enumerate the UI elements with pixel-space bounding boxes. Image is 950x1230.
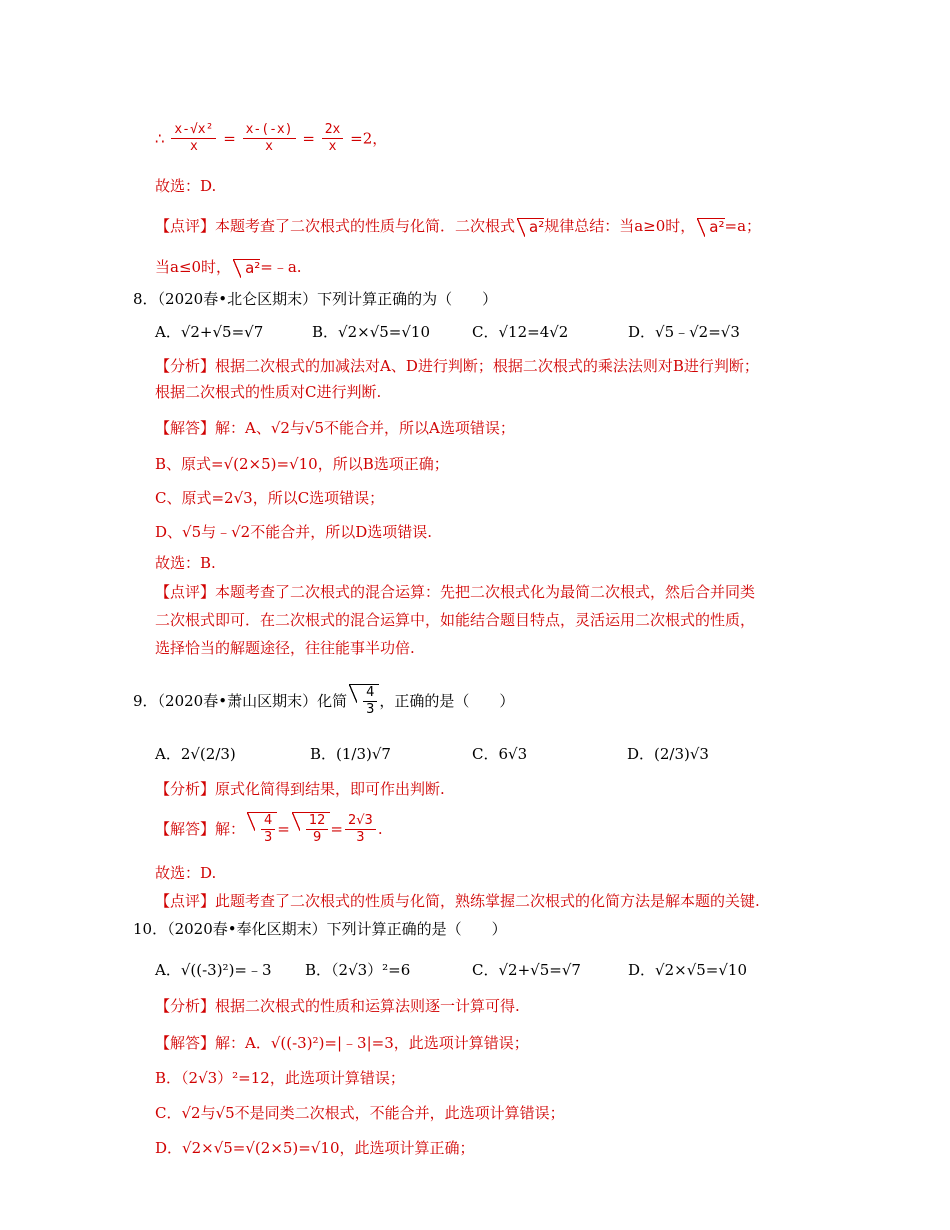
fraction: $\frac{x-(-x)}{x}$ — [243, 122, 296, 155]
question-9-options — [155, 744, 709, 764]
review-line: 选择恰当的解题途径，往往能事半功倍. — [155, 639, 415, 657]
option-b: B．√2×√5=√10 — [312, 323, 431, 341]
answer-choice: 故选：D. — [155, 864, 217, 882]
option-c: C．√2+√5=√7 — [472, 961, 581, 979]
analysis-line: 根据二次根式的性质对C进行判断. — [155, 383, 382, 401]
question-9-stem: 9．（2020春•萧山区期末）化简 $\frac{4}{3}$ ，正确的是（ ） — [133, 685, 515, 717]
fraction-equation: ∴ $\frac{\text{x-√x²}}{x}$ = $\frac{x-(-x)}{x}$ = $\frac{2x}{x}$ =2， — [155, 122, 388, 154]
analysis-line: 【分析】根据二次根式的加减法对A、D进行判断；根据二次根式的乘法法则对B进行判断； — [155, 357, 759, 375]
option-a: A．√2+√5=√7 — [155, 323, 264, 341]
option-c: C．6√3 — [472, 745, 528, 763]
therefore-symbol: ∴ — [155, 129, 165, 148]
review-line: 【点评】此题考查了二次根式的性质与化简，熟练掌握二次根式的化简方法是解本题的关键. — [155, 892, 760, 910]
answer-choice: 故选：B. — [155, 554, 216, 572]
option-b: B．（2√3）²=6 — [305, 961, 411, 979]
fraction: $\frac{2x}{x}$ — [322, 122, 344, 155]
solution-line: 【解答】解：A、√2与√5不能合并，所以A选项错误； — [155, 419, 515, 437]
option-b: B．(1/3)√7 — [310, 745, 391, 763]
option-d: D．√2×√5=√10 — [628, 961, 748, 979]
question-8-options — [155, 322, 740, 342]
question-10-stem: 10．（2020春•奉化区期末）下列计算正确的是（ ） — [133, 920, 507, 938]
analysis-line: 【分析】原式化简得到结果，即可作出判断. — [155, 780, 445, 798]
solution-line: B、原式=√(2×5)=√10，所以B选项正确； — [155, 455, 449, 473]
option-a: A．√((-3)²)=﹣3 — [155, 961, 272, 979]
option-d: D．√5﹣√2=√3 — [628, 323, 740, 341]
solution-line: 【解答】解：A．√((-3)²)=|﹣3|=3，此选项计算错误； — [155, 1034, 529, 1052]
option-d: D．(2/3)√3 — [627, 745, 709, 763]
review-line: 二次根式即可．在二次根式的混合运算中，如能结合题目特点，灵活运用二次根式的性质， — [155, 611, 756, 629]
analysis-line: 【分析】根据二次根式的性质和运算法则逐一计算可得. — [155, 997, 520, 1015]
option-c: C．√12=4√2 — [472, 323, 569, 341]
option-a: A．2√(2/3) — [155, 745, 236, 763]
question-8-stem: 8．（2020春•北仑区期末）下列计算正确的为（ ） — [133, 290, 498, 308]
solution-line: B．（2√3）²=12，此选项计算错误； — [155, 1069, 405, 1087]
question-10-options — [155, 960, 747, 980]
review-line: 当a≤0时， a²=﹣a. — [155, 258, 302, 277]
solution-line: C．√2与√5不是同类二次根式，不能合并，此选项计算错误； — [155, 1104, 565, 1122]
review-line: 【点评】本题考查了二次根式的性质与化简．二次根式 a²规律总结：当a≥0时， a²=a； — [155, 217, 762, 236]
solution-line: D．√2×√5=√(2×5)=√10，此选项计算正确； — [155, 1139, 475, 1157]
review-line: 【点评】本题考查了二次根式的混合运算：先把二次根式化为最简二次根式，然后合并同类 — [155, 583, 756, 601]
solution-line: 【解答】解： $\frac{4}{3}$ = $\frac{12}{9}$ = $\frac{2√3}{3}$ . — [155, 812, 383, 845]
fraction: $\frac{\text{x-√x²}}{x}$ — [171, 122, 216, 155]
answer-choice: 故选：D. — [155, 177, 217, 195]
solution-line: C、原式=2√3，所以C选项错误； — [155, 489, 385, 507]
solution-line: D、√5与﹣√2不能合并，所以D选项错误. — [155, 523, 433, 541]
